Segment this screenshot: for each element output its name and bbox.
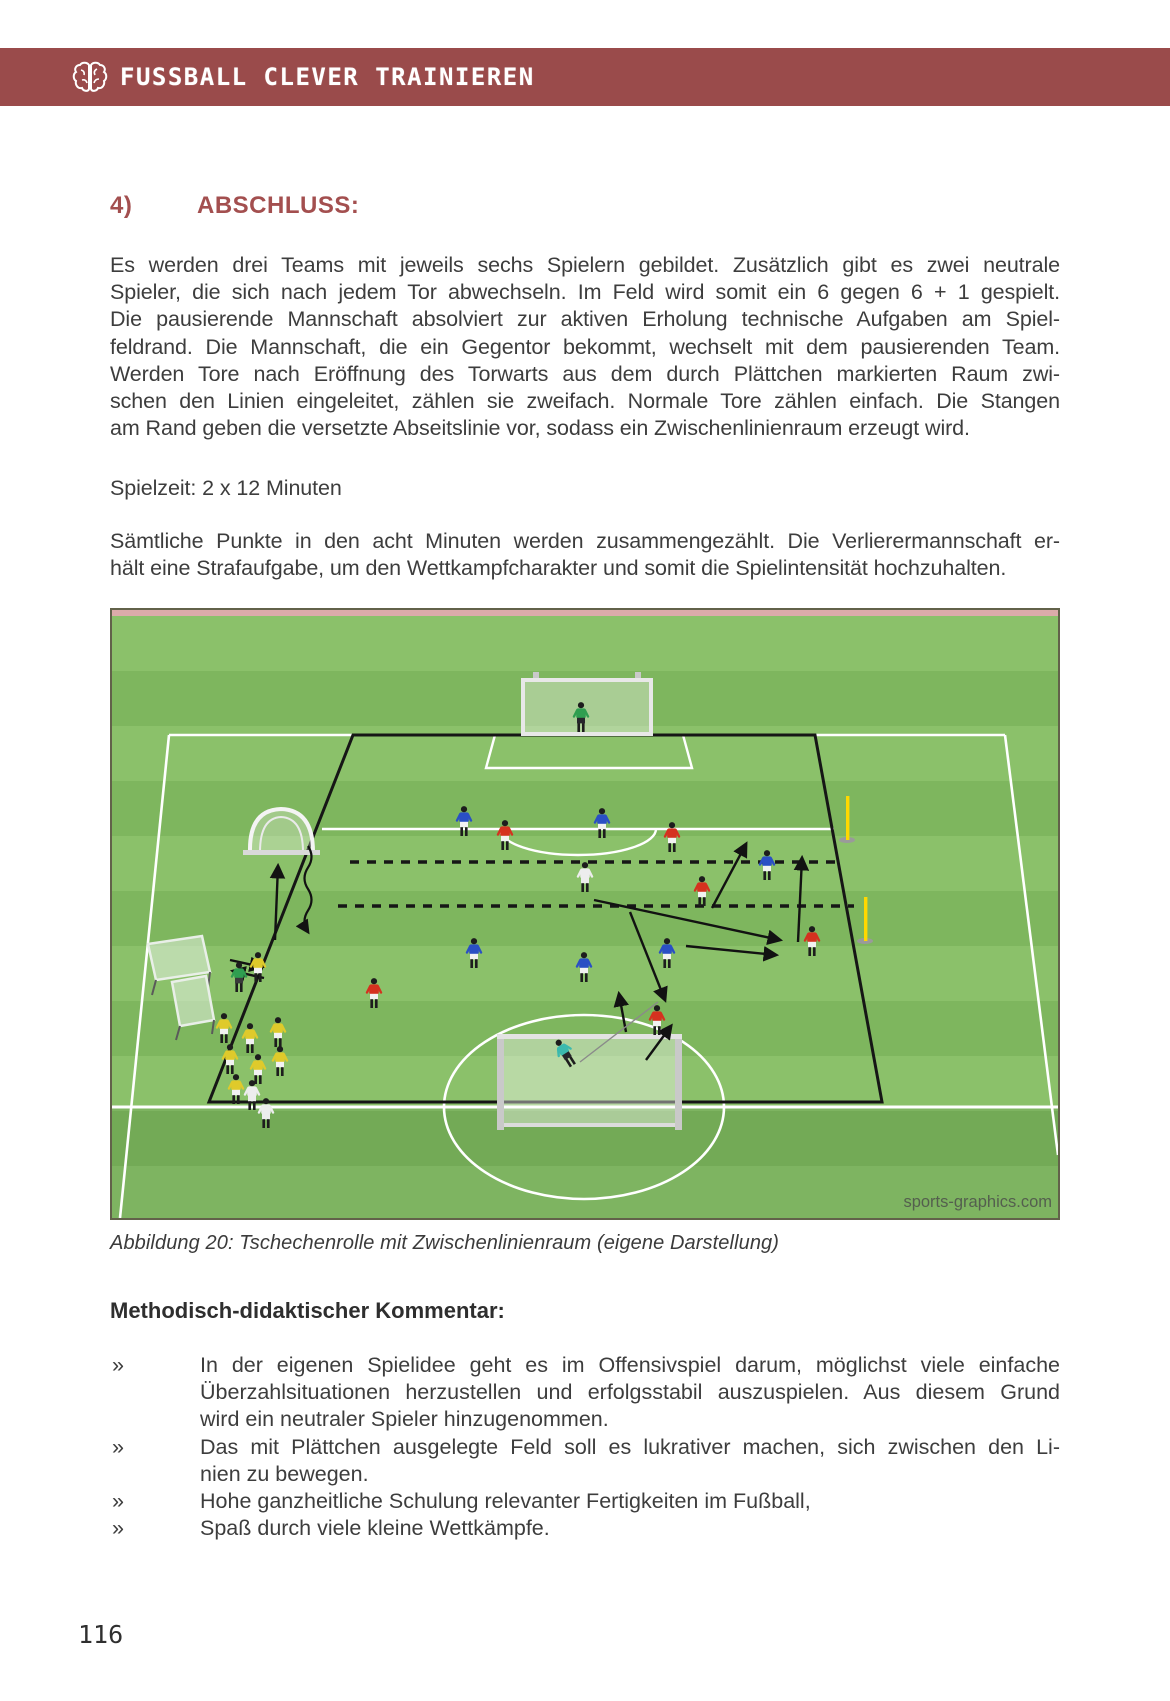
text-line: Hohe ganzheitliche Schulung relevanter Fertigkeiten im Fußball,	[200, 1489, 811, 1514]
paragraph-rules	[110, 252, 1060, 442]
training-diagram	[110, 608, 1060, 1220]
text-line: wird ein neutraler Spieler hinzugenommen.	[200, 1407, 609, 1432]
text-line: Spieler, die sich nach jedem Tor abwechseln. Im Feld wird somit ein 6 gegen 6 + 1 gespielt.	[110, 280, 1060, 305]
section-title: ABSCHLUSS:	[197, 192, 360, 219]
kommentar-heading: Methodisch-didaktischer Kommentar:	[110, 1298, 505, 1323]
text-line: nien zu bewegen.	[200, 1461, 369, 1486]
text-line: Es werden drei Teams mit jeweils sechs Spielern gebildet. Zusätzlich gibt es zwei neutrale	[110, 253, 1060, 277]
section-heading	[110, 192, 1060, 220]
paragraph-punkte	[110, 528, 1060, 582]
bullet-marker: »	[112, 1353, 124, 1377]
brain-icon	[72, 60, 108, 94]
bullet-marker: »	[112, 1489, 124, 1514]
bullet-item	[110, 1434, 1060, 1488]
watermark: sports-graphics.com	[903, 1193, 1052, 1211]
bullet-item	[110, 1515, 1060, 1542]
top-goal	[523, 672, 651, 734]
soccer-field-illustration	[112, 610, 1058, 1218]
text-line: feldrand. Die Mannschaft, die ein Gegentor bekommt, wechselt mit dem pausierenden Team.	[110, 334, 1060, 359]
text-line: Werden Tore nach Eröffnung des Torwarts aus dem durch Plättchen markierten Raum zwi-	[110, 361, 1060, 386]
bullet-item	[110, 1488, 1060, 1515]
kommentar-bullet-list	[110, 1352, 1060, 1542]
text-line: In der eigenen Spielidee geht es im Offensivspiel darum, möglichst viele einfache	[200, 1353, 1060, 1377]
text-line: hält eine Strafaufgabe, um den Wettkampfcharakter und somit die Spielintensität hochzuhalten.	[110, 556, 1007, 581]
text-line: Das mit Plättchen ausgelegte Feld soll es lukrativer machen, sich zwischen den Li-	[200, 1434, 1060, 1459]
page-header-bar	[0, 48, 1170, 106]
page-number: 116	[78, 1620, 124, 1649]
figure-caption: Abbildung 20: Tschechenrolle mit Zwischenlinienraum (eigene Darstellung)	[110, 1232, 780, 1254]
paragraph-spielzeit: Spielzeit: 2 x 12 Minuten	[110, 476, 342, 500]
text-line: Überzahlsituationen herzustellen und erfolgsstabil auszuspielen. Aus diesem Grund	[200, 1380, 1060, 1405]
section-number: 4)	[110, 192, 133, 219]
text-line: Spaß durch viele kleine Wettkämpfe.	[200, 1516, 550, 1541]
bullet-marker: »	[112, 1516, 124, 1541]
text-line: am Rand geben die versetzte Abseitslinie vor, sodass ein Zwischenlinienraum erzeugt wird.	[110, 416, 970, 441]
text-line: Die pausierende Mannschaft absolviert zur aktiven Erholung technische Aufgaben am Spiel-	[110, 307, 1060, 332]
bullet-marker: »	[112, 1434, 124, 1459]
book-title: FUSSBALL CLEVER TRAINIEREN	[120, 63, 535, 91]
text-line: schen den Linien eingeleitet, zählen sie zweifach. Normale Tore zählen einfach. Die Stangen	[110, 389, 1060, 414]
bullet-item	[110, 1352, 1060, 1434]
text-line: Sämtliche Punkte in den acht Minuten werden zusammengezählt. Die Verlierermannschaft er-	[110, 529, 1060, 553]
